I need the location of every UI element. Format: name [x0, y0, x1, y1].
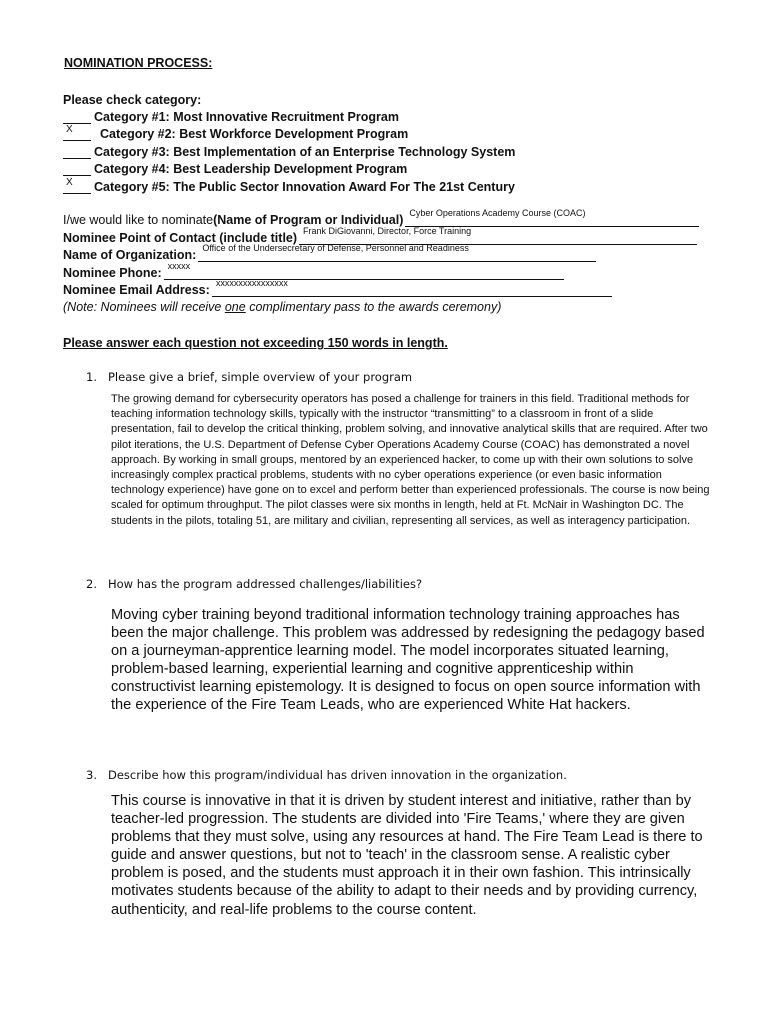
page-heading: NOMINATION PROCESS: [64, 56, 213, 70]
email-label: Nominee Email Address: [63, 283, 210, 297]
answer-instruction: Please answer each question not exceeding 150 words in length. [63, 336, 448, 350]
nominate-prefix: I/we would like to nominate [63, 213, 214, 227]
question-1: 1. Please give a brief, simple overview of your program [86, 370, 413, 384]
category-2-label: Category #2: Best Workforce Development Program [100, 127, 409, 141]
category-2-checkbox[interactable]: X [63, 127, 91, 141]
question-2: 2. How has the program addressed challenges/liabilities? [86, 577, 423, 591]
nominate-row [63, 208, 699, 227]
answer-3: This course is innovative in that it is driven by student interest and initiative, rather than by teacher-led progression. The students are divided into 'Fire Teams,' where they are given problems that they must solve, using any resources at hand. The Fire Team Lead is there to guide and answer questions, but not to 'teach' in the classroom sense. A realistic cyber problem is posed, and the students must approach it in their own fashion. This intrinsically motivates students because of the ability to adapt to their needs and by providing currency, authenticity, and real-life problems to the course content. [111, 793, 703, 918]
category-row-5 [63, 177, 515, 194]
category-row-4 [63, 162, 407, 176]
category-5-label: Category #5: The Public Sector Innovation Award For The 21st Century [94, 180, 515, 194]
category-3-label: Category #3: Best Implementation of an Enterprise Technology System [94, 145, 516, 159]
answer-2: Moving cyber training beyond traditional information technology training approaches has been the major challenge. This problem was addressed by redesigning the pedagogy based on a journeyman-apprentice learning model. The model incorporates situated learning, problem-based learning, experiential learning and cognitive apprenticeship within constructivist learning epistemology. It is designed to focus on open source information with the experience of the Fire Team Leads, who are experienced White Hat hackers. [111, 607, 705, 714]
answer-1: The growing demand for cybersecurity operators has posed a challenge for trainers in this field. Traditional methods for teaching information technology skills, typically with the instructor “transmitting” to a classroom in front of a slide presentation, fail to develop the critical thinking, problem solving, and innovative analytical skills that are required. After two pilot iterations, the U.S. Department of Defense Cyber Operations Academy Course (COAC) has demonstrated a novel approach. By working in small groups, mentored by an experienced hacker, to come up with their own solutions to solve increasingly complex practical problems, students with no cyber operations experience (or even basic information technology experience) have gone on to excel and perform better than experienced professionals. The course is now being scaled for optimum throughput. The pilot classes were six months in length, held at Ft. McNair in Washington DC. The students in the pilots, totaling 51, are military and civilian, representing all services, as well as interagency participation. [111, 393, 710, 527]
contact-label: Nominee Point of Contact (include title) [63, 231, 298, 245]
category-4-checkbox[interactable] [63, 162, 91, 176]
category-row-2 [63, 124, 409, 141]
program-name-field[interactable]: Cyber Operations Academy Course (COAC) [405, 213, 699, 227]
category-1-label: Category #1: Most Innovative Recruitment Program [94, 110, 399, 124]
category-row-3 [63, 145, 515, 159]
check-category-label: Please check category: [63, 93, 202, 107]
organization-field[interactable]: Office of the Undersecretary of Defense, Personnel and Readiness [198, 248, 596, 262]
category-4-label: Category #4: Best Leadership Development Program [94, 162, 408, 176]
organization-row [63, 243, 596, 262]
phone-label: Nominee Phone: [63, 266, 162, 280]
phone-field[interactable]: xxxxx [164, 266, 564, 280]
organization-label: Name of Organization: [63, 248, 197, 262]
category-row-1 [63, 110, 399, 124]
contact-field[interactable]: Frank DiGiovanni, Director, Force Training [299, 231, 697, 245]
email-row [63, 278, 612, 297]
nominate-label: (Name of Program or Individual) [213, 213, 404, 227]
email-field[interactable]: xxxxxxxxxxxxxxxx [212, 283, 612, 297]
question-3: 3. Describe how this program/individual has driven innovation in the organization. [86, 768, 567, 782]
category-1-checkbox[interactable] [63, 110, 91, 124]
category-5-checkbox[interactable]: X [63, 180, 91, 194]
complimentary-pass-note: (Note: Nominees will receive one complimentary pass to the awards ceremony) [63, 300, 502, 314]
category-3-checkbox[interactable] [63, 145, 91, 159]
phone-row [63, 261, 564, 280]
